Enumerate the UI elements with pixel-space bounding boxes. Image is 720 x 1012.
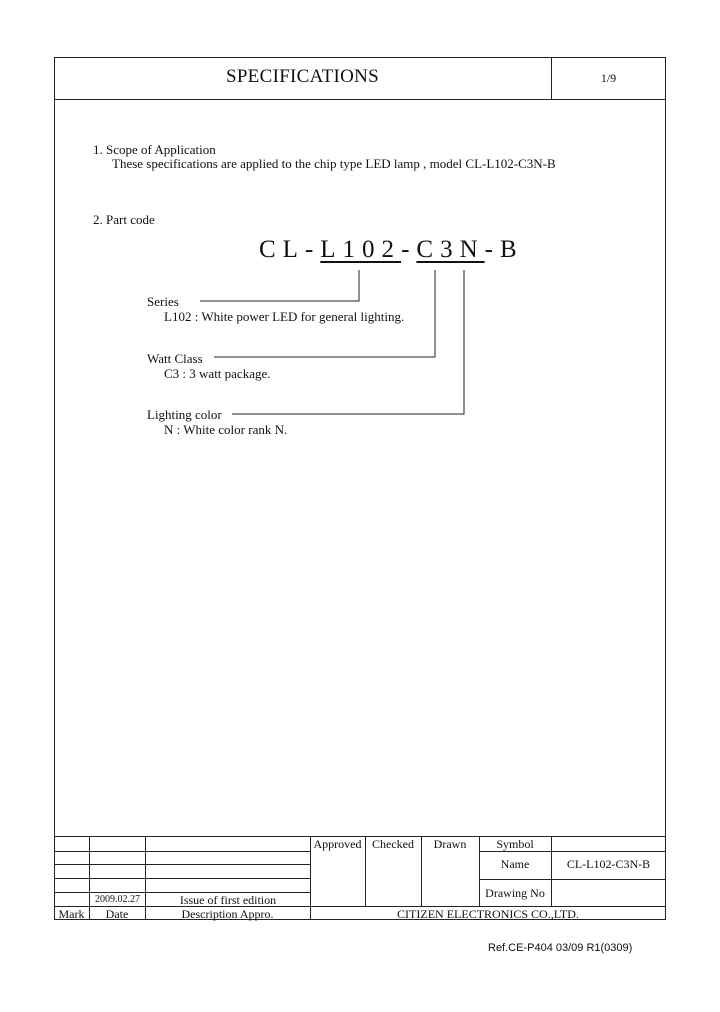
part-code-suffix: B — [499, 236, 524, 263]
part-code-prefix: CL- — [259, 236, 321, 263]
drawn-header: Drawn — [433, 837, 467, 851]
approved-header: Approved — [313, 837, 362, 851]
checked-header: Checked — [372, 837, 414, 851]
part-code-sep1: - — [401, 236, 417, 263]
watt-class-label: Watt Class — [147, 351, 203, 366]
part-code-color: N — [459, 236, 485, 263]
lighting-color-description: N : White color rank N. — [164, 422, 288, 437]
name-value: CL-L102-C3N-B — [566, 857, 651, 871]
mark-header: Mark — [58, 907, 85, 921]
scope-heading: 1. Scope of Application — [93, 142, 216, 157]
series-leader-line — [200, 270, 359, 301]
scope-text: These specifications are applied to the chip type LED lamp , model CL-L102-C3N-B — [112, 156, 556, 171]
symbol-header: Symbol — [496, 837, 534, 851]
color-leader-line — [232, 270, 464, 414]
watt-class-description: C3 : 3 watt package. — [164, 366, 271, 381]
date-header: Date — [105, 907, 129, 921]
title-block — [54, 836, 666, 920]
name-label: Name — [500, 857, 530, 871]
part-code-series: L102 — [320, 236, 402, 263]
lighting-color-label: Lighting color — [147, 407, 222, 422]
page-number: 1/9 — [600, 71, 617, 85]
revision-description: Issue of first edition — [179, 893, 277, 907]
reference-footer: Ref.CE-P404 03/09 R1(0309) — [488, 942, 633, 954]
series-description: L102 : White power LED for general lighting. — [164, 309, 405, 324]
description-appro-header: Description Appro. — [181, 907, 274, 921]
part-code-sep2: - — [484, 236, 500, 263]
revision-date: 2009.02.27 — [95, 894, 140, 905]
drawing-no-label: Drawing No — [485, 886, 545, 900]
page-title: SPECIFICATIONS — [225, 66, 380, 87]
series-label: Series — [147, 294, 179, 309]
company-name: CITIZEN ELECTRONICS CO.,LTD. — [397, 907, 579, 921]
part-code-heading: 2. Part code — [93, 212, 155, 227]
part-code-watt: C3 — [416, 236, 460, 263]
